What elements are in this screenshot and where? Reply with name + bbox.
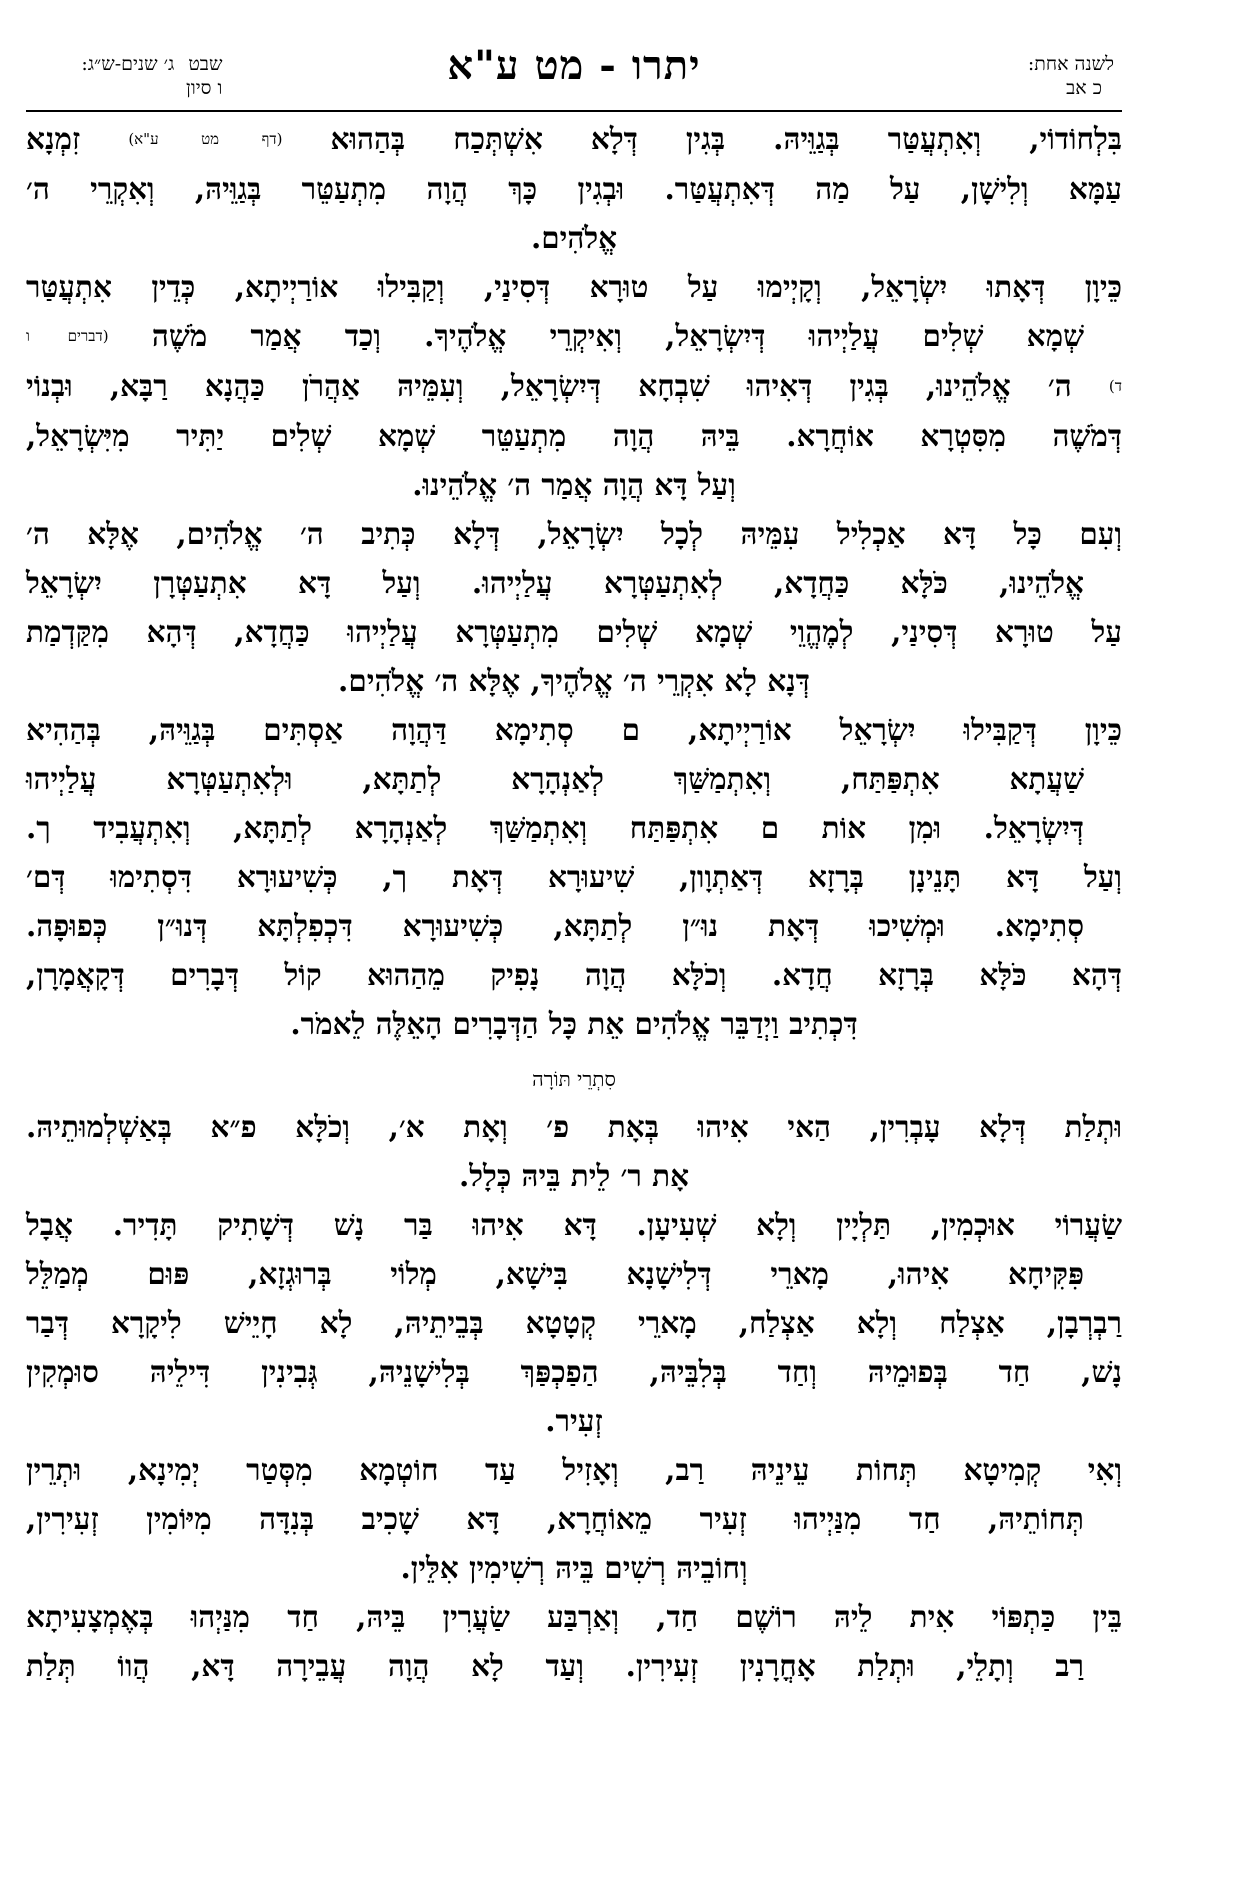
main-text: [26, 114, 1122, 1690]
text-line: סְתִימָא. וּמְשִׁיכוּ דְּאָת נוּ״ן לְתַתָּא, כְּשִׁיעוּרָא דִּכְפִלְתָּא דְּנוּ״ן כְּפוּפָה.: [26, 908, 1084, 943]
text-line: וְחוֹבֵיהּ רְשִׁים בֵּיהּ רְשִׁימִין אִלֵּין.: [400, 1550, 748, 1585]
text-line: כֵּיוָן דְּקַבִּילוּ יִשְׂרָאֵל אוֹרַיְיתָא, ם סְתִימָא דַּהֲוָה אַסְתִּים בְּגַוֵּיהּ, בְּהַהִיא: [26, 712, 1122, 747]
text-line: וּתְלַת דְּלָא עָבְרִין, הַאי אִיהוּ בְּאָת פ׳ וְאָת א׳, וְכֹלָּא פ״א בְּאַשְׁלְמוּתֵיהּ.: [26, 1109, 1122, 1144]
text-line: רַב וְתָלֵי, וּתְלַת אָחֳרָנִין זְעִירִין. וְעַד לָא הֲוָה עֲבֵירָה דָּא, הֲווֹ תְּלַת: [26, 1648, 1084, 1683]
text-line: וְעַל דָּא הֲוָה אֲמַר ה׳ אֱלֹהֵינוּ.: [412, 467, 736, 502]
text-line: דְּיִשְׂרָאֵל. וּמִן אוֹת ם אִתְפַּתַּח וְאִתְמַשַּׁךְ לְאַנְהָרָא לְתַתָּא, וְאִתְעֲבִיד ך.: [26, 810, 1084, 845]
schedule-label: ג׳ שנים-ש״ג:: [81, 53, 175, 75]
schedule-book: שבט: [188, 53, 223, 75]
text-line: עַמָּא וְלִישָׁן, עַל מַה דְּאִתְעֲטַּר. וּבְגִין כָּךְ הֲוָה מִתְעַטֵּר בְּגַוֵּיהּ, וְאִקְרֵי ה׳: [26, 171, 1122, 206]
text-line: דְּמֹשֶׁה מִסִּטְרָא אוֹחֲרָא. בֵּיהּ הֲוָה מִתְעַטֵּר שְׁמָא שְׁלִים יַתִּיר מִיִּשְׂרָאֵל,: [26, 418, 1122, 453]
paragraph-2: [26, 262, 1122, 509]
text-line: רַבְרְבָן, אַצְלַח וְלָא אַצְלַח, מָארֵי קְטָטָא בְּבֵיתֵיהּ, לָא חָיֵישׁ לִיקָרָא דְּבַר: [26, 1305, 1122, 1340]
schedule-date: כ אב: [1066, 77, 1102, 99]
text-line: נָשׁ, חַד בְּפוּמֵיהּ וְחַד בְּלִבֵּיהּ, הַפַכְפַּךְ בְּלִישָׁנֵיהּ, גְּבִינִין דִּילֵיהּ סוּמְקִין: [26, 1354, 1122, 1389]
text-line: אָת ר׳ לֵית בֵּיהּ כְּלָל.: [458, 1158, 690, 1193]
paragraph-7: [26, 1445, 1122, 1592]
text-line: פִּקִּיחָא אִיהוּ, מָארֵי דְּלִישָׁנָא בִּישָׁא, מְלוֹי בְּרוּגְזָא, פּוּם מְמַלֵּל: [26, 1256, 1084, 1291]
text-line: וְאִי קְמִיטָא תְּחוֹת עֵינֵיהּ רַב, וְאָזִיל עַד חוֹטְמָא מִסְּטַר יְמִינָא, וּתְרֵין: [26, 1452, 1122, 1487]
page: [26, 38, 1122, 1690]
text-line: דִּכְתִיב וַיְדַבֵּר אֱלֹהִים אֵת כָּל הַדְּבָרִים הָאֵלֶּה לֵאמֹר.: [290, 1006, 858, 1041]
text-line: אֱלֹהֵינוּ, כֹּלָּא כַּחֲדָא, לְאִתְעַטְּרָא עֲלַיְיהוּ. וְעַל דָּא אִתְעַטְּרָן יִשְׂרָאֵל: [26, 565, 1084, 600]
text-line: כֵּיוָן דְּאָתוּ יִשְׂרָאֵל, וְקָיְימוּ עַל טוּרָא דְּסִינַי, וְקַבִּילוּ אוֹרַיְיתָא, כְּדֵין אִתְעֲטַּר: [26, 269, 1122, 304]
text-line: אֱלֹהִים.: [530, 220, 618, 255]
header-divider: [26, 110, 1122, 112]
text-line: דְּנָא לָא אִקְרֵי ה׳ אֱלֹהֶיךָ, אֶלָּא ה׳ אֱלֹהִים.: [338, 663, 810, 698]
text-line: שַׁעֲתָא אִתְפַּתַּח, וְאִתְמַשַּׁךְ לְאַנְהָרָא לְתַתָּא, וּלְאִתְעַטְּרָא עֲלַיְיהוּ: [26, 761, 1084, 796]
section-heading: סִתְרֵי תּוֹרָה: [532, 1067, 616, 1091]
text-line: וְעִם כָּל דָּא אַכְלִיל עִמֵּיהּ לְכָל יִשְׂרָאֵל, דְּלָא כְּתִיב ה׳ אֱלֹהִים, אֶלָּא ה׳: [26, 516, 1122, 551]
page-header: [26, 38, 1122, 114]
study-schedule-one-year: [1028, 52, 1114, 100]
paragraph-8: [26, 1592, 1122, 1690]
verse-reference: (דברים ו: [26, 327, 109, 345]
paragraph-4: [26, 705, 1122, 1048]
text-line: דְּהָא כֹּלָּא בְּרָזָא חֲדָא. וְכֹלָּא הֲוָה נָפִיק מֵהַהוּא קוֹל דְּבָרִים דְּקָאֲמָרָן,: [26, 957, 1122, 992]
text-line: עַל טוּרָא דְּסִינַי, לְמֶהֱוֵי שְׁמָא שְׁלִים מִתְעַטְּרָא עֲלַיְיהוּ כַּחֲדָא, דְּהָא מִקַּדְמַת: [26, 614, 1122, 649]
text-line: וְעַל דָּא תָּנֵינָן בְּרָזָא דְּאַתְוָון, שִׁיעוּרָא דְּאָת ך, כְּשִׁיעוּרָא דִּסְתִימוּ דְּם׳: [26, 859, 1122, 894]
paragraph-6: [26, 1200, 1122, 1445]
text-line: תְּחוֹתֵיהּ, חַד מִנַּיְיהוּ זְעִיר מֵאוֹחֲרָא, דָּא שָׁכִיב בְּנִדָּה מִיּוֹמִין זְעִירִין,: [26, 1501, 1084, 1536]
text-line: שַׂעֲרוֹי אוּכְמִין, תַּלְיָין וְלָא שְׁעִיעָן. דָּא אִיהוּ בַּר נָשׁ דְּשָׁתִיק תָּדִיר. אֲבָל: [26, 1207, 1122, 1242]
text-line: זְעִיר.: [545, 1403, 603, 1438]
paragraph-1: [26, 114, 1122, 262]
text-line: בֵּין כַּתְפּוֹי אִית לֵיהּ רוֹשֶׁם חַד, וְאַרְבַּע שַׂעֲרִין בֵּיהּ, חַד מִנַּיְהוּ בְּאֶמְצָעִיתָא: [26, 1599, 1122, 1634]
schedule-label: לשנה אחת:: [1027, 53, 1114, 75]
text-line: שְׁמָא שְׁלִים עֲלַיְיהוּ דְּיִשְׂרָאֵל, וְאִיקְרֵי אֱלֹהֶיךָ. וְכַד אֲמַר מֹשֶׁה (דברים ו: [26, 318, 1084, 353]
paragraph-3: [26, 509, 1122, 705]
text-line: ד) ה׳ אֱלֹהֵינוּ, בְּגִין דְּאִיהוּ שִׁבְחָא דְּיִשְׂרָאֵל, וְעִמֵּיהּ אַהֲרֹן כַּהֲנָא רַבָּא, וּבְנוֹי: [26, 368, 1122, 403]
page-reference: (דף מט ע"א): [128, 130, 283, 148]
schedule-date: ו סיון: [186, 77, 223, 99]
text-line: בִּלְחוֹדוֹי, וְאִתְעֲטַּר בְּגַוֵּיהּ. בְּגִין דְּלָא אִשְׁתְּכַח בְּהַהוּא (דף מט ע"א) זִמְנָא: [26, 121, 1122, 156]
paragraph-5: [26, 1102, 1122, 1200]
verse-reference: ד): [1108, 377, 1122, 395]
page-title: יתרו - מט ע"א: [447, 42, 701, 89]
